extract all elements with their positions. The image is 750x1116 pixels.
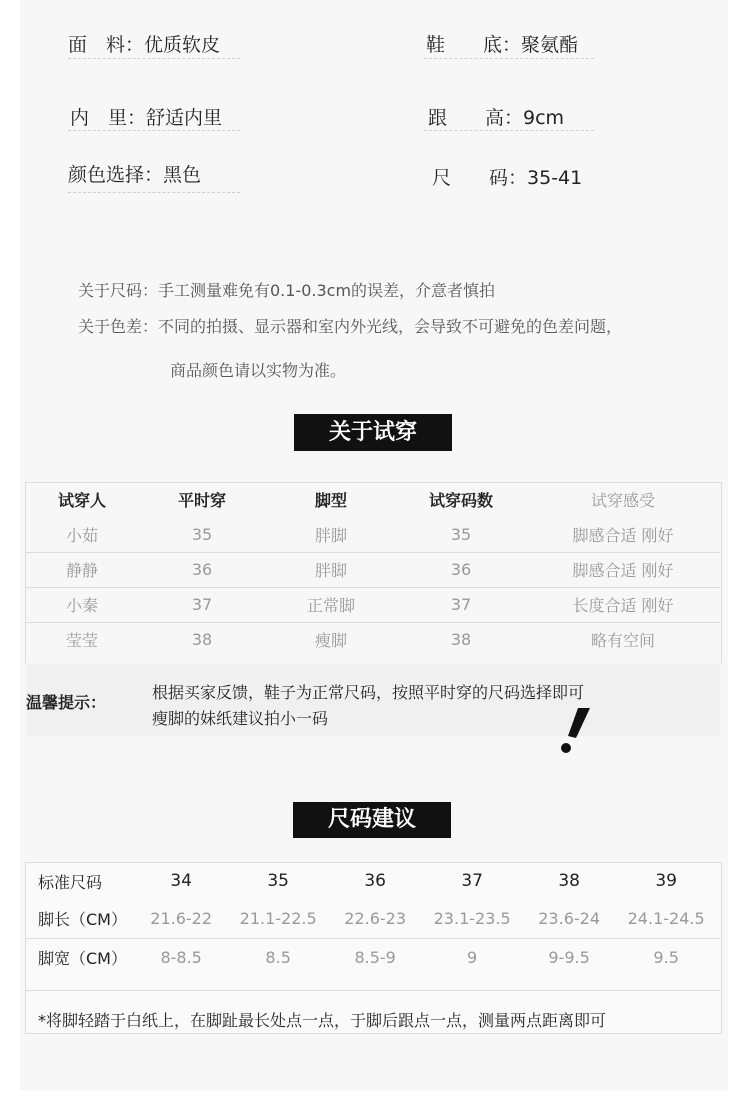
spec-material [68,30,220,57]
spec-heel [428,103,564,130]
header-cell: 试穿人 [57,491,106,510]
divider [68,130,240,131]
size-cell: 39 [655,871,677,891]
size-cell: 37 [461,871,483,891]
spec-color-label: 颜色选择： [68,164,164,186]
row-header: 标准尺码 [38,872,103,892]
table-cell: 36 [396,552,526,587]
size-cell: 35 [267,871,289,891]
table-cell: 36 [138,552,266,587]
sizing-banner: 尺码建议 [293,802,451,838]
table-cell: 23.6-24 [538,909,601,929]
row-header: 脚长（CM） [38,910,127,930]
table-cell: 9-9.5 [526,938,612,976]
table-cell: 胖脚 [266,552,396,587]
table-cell: 正常脚 [266,587,396,622]
table-cell: 23.1-23.5 [433,909,511,929]
table-row [26,900,720,938]
table-cell: 略有空间 [526,622,720,657]
tip-line-2: 瘦脚的妹纸建议拍小一码 [152,709,329,728]
size-cell: 34 [170,871,192,891]
spec-material-value: 优质软皮 [144,34,221,56]
table-cell: 35 [191,524,213,544]
table-cell: 21.6-22 [150,909,213,929]
header-cell: 试穿码数 [428,491,493,510]
spec-lining [70,103,222,130]
exclamation-icon [556,706,596,754]
table-cell: 37 [138,587,266,622]
spec-sole-label: 鞋 底： [426,34,522,56]
table-row [26,552,720,587]
table-cell: 22.6-23 [344,909,407,929]
table-cell: 8.5-9 [332,938,418,976]
spec-size-label: 尺 码： [432,167,528,189]
row-header: 脚宽（CM） [26,938,138,976]
size-cell: 38 [558,871,580,891]
spec-sole [426,30,578,57]
table-cell: 8-8.5 [138,938,224,976]
color-note: 关于色差：不同的拍摄、显示器和室内外光线，会导致不可避免的色差问题， [78,317,623,336]
table-cell: 脚感合适 刚好 [572,525,674,545]
table-cell: 8.5 [224,938,332,976]
table-row [26,587,720,622]
table-row [26,517,720,552]
table-cell: 24.1-24.5 [627,909,705,929]
table-cell: 38 [396,622,526,657]
table-cell: 小秦 [26,587,138,622]
table-row [26,938,720,976]
table-cell: 37 [396,587,526,622]
table-cell: 莹莹 [26,622,138,657]
divider [68,192,240,193]
spec-color-value: 黑色 [163,164,202,186]
spec-material-label: 面 料： [68,34,145,56]
table-cell: 瘦脚 [266,622,396,657]
spec-size [432,163,582,190]
table-cell: 38 [138,622,266,657]
divider [68,58,240,59]
table-cell: 胖脚 [314,525,347,545]
header-cell: 平时穿 [177,491,226,510]
spec-color [68,160,201,187]
spec-heel-label: 跟 高： [428,107,524,129]
divider [424,58,594,59]
tip-line-1: 根据买家反馈，鞋子为正常尺码，按照平时穿的尺码选择即可 [152,683,585,702]
size-cell: 36 [364,871,386,891]
divider [424,130,594,131]
table-cell: 35 [450,524,472,544]
tip-title: 温馨提示： [26,693,107,712]
table-cell: 9.5 [612,938,720,976]
table-cell: 脚感合适 刚好 [526,552,720,587]
spec-heel-value: 9cm [523,107,565,129]
spec-size-value: 35-41 [527,167,583,189]
table-row [26,622,720,657]
table-cell: 长度合适 刚好 [526,587,720,622]
table-cell: 静静 [26,552,138,587]
color-note-2: 商品颜色请以实物为准。 [170,361,347,380]
table-header-row [26,862,720,900]
sizing-table [26,862,720,976]
table-header-row [26,482,720,517]
spec-lining-label: 内 里： [70,107,147,129]
spec-lining-value: 舒适内里 [146,107,223,129]
divider [26,990,720,991]
header-cell: 脚型 [314,491,347,510]
table-cell: 小茹 [65,525,98,545]
size-note: 关于尺码：手工测量难免有0.1-0.3cm的误差，介意者慎拍 [78,281,496,300]
table-cell: 21.1-22.5 [239,909,317,929]
header-cell: 试穿感受 [590,491,655,510]
tryon-banner: 关于试穿 [294,414,452,451]
spec-sole-value: 聚氨酯 [521,34,579,56]
tryon-table [26,482,720,657]
measure-note: *将脚轻踏于白纸上，在脚趾最长处点一点，于脚后跟点一点，测量两点距离即可 [38,1011,607,1030]
table-cell: 9 [418,938,526,976]
